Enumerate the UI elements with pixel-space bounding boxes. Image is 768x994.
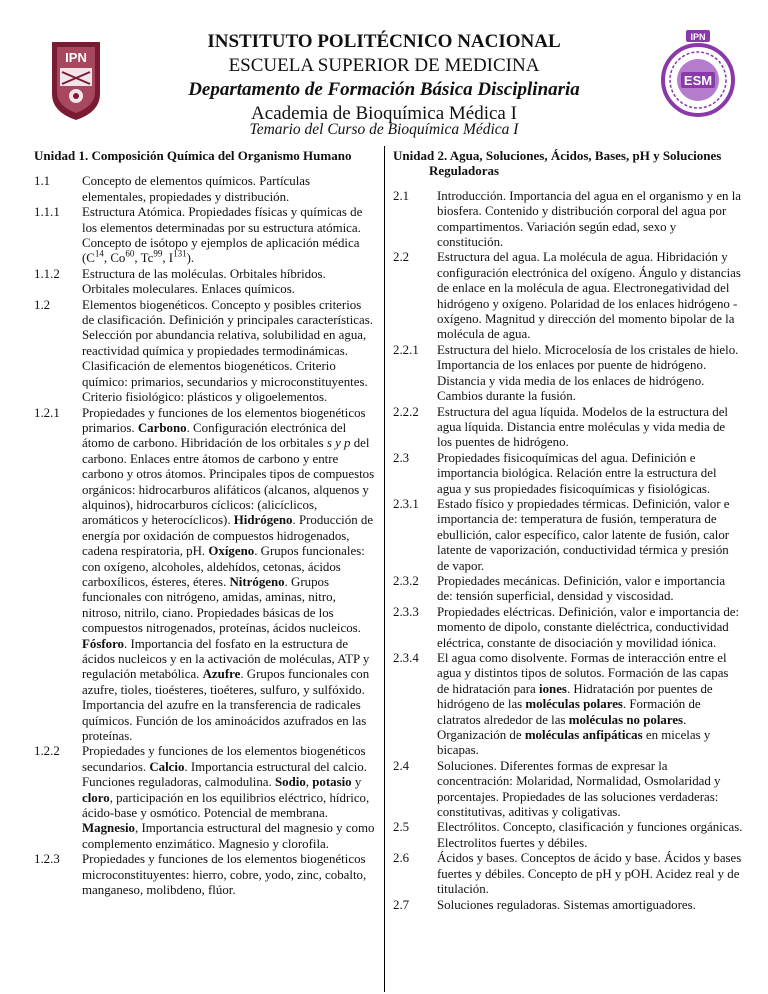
item-text: Estructura del agua líquida. Modelos de la estructura del agua líquida. Distancia entre moléculas y vida media de los puentes de hidrógeno. — [437, 404, 729, 450]
list-item — [393, 451, 743, 497]
department-name: Departamento de Formación Básica Disciplinaria — [188, 79, 580, 100]
item-number: 1.2.3 — [34, 852, 60, 867]
item-text: Electrólitos. Concepto, clasificación y funciones orgánicas. Electrolitos fuertes y débiles. — [437, 820, 743, 850]
item-text: Estructura de las moléculas. Orbitales híbridos. Orbitales moleculares. Enlaces químicos. — [82, 266, 326, 297]
list-item — [34, 174, 376, 205]
item-text: Propiedades fisicoquímicas del agua. Definición e importancia biológica. Relación entre la estructura del agua y sus propiedades fisicoquímicas y fisiológicas. — [437, 450, 717, 496]
list-item — [393, 820, 743, 851]
item-text: Estructura del hielo. Microcelosía de los cristales de hielo. Importancia de los enlaces por puente de hidrógeno. Distancia y vida media de los enlaces de hidrógeno. Cambios durante la fusión. — [437, 342, 739, 404]
list-item — [34, 744, 376, 852]
institution-name: INSTITUTO POLITÉCNICO NACIONAL — [207, 31, 561, 52]
list-item — [34, 298, 376, 406]
item-text: Concepto de elementos químicos. Partículas elementales, propiedades y distribución. — [82, 174, 311, 204]
item-number: 1.1.2 — [34, 266, 60, 281]
svg-text:ESM: ESM — [683, 73, 713, 88]
list-item — [393, 405, 743, 451]
item-text: Soluciones. Diferentes formas de expresar la concentración: Molaridad, Normalidad, Osmolaridad y porcentajes. Propiedades de las soluciones verdaderas: constitutivas, aditivas y coligativas. — [437, 758, 721, 820]
unit1-column — [34, 148, 376, 899]
list-item — [393, 343, 743, 405]
list-item — [34, 267, 376, 298]
list-item — [393, 651, 743, 759]
list-item — [393, 574, 743, 605]
svg-text:IPN: IPN — [65, 50, 87, 65]
item-number: 1.1 — [34, 174, 51, 189]
item-text: Soluciones reguladoras. Sistemas amortiguadores. — [437, 897, 696, 912]
academy-name: Academia de Bioquímica Médica I — [251, 103, 517, 124]
school-name: ESCUELA SUPERIOR DE MEDICINA — [228, 55, 540, 76]
item-number: 2.2.1 — [393, 342, 419, 357]
item-text: Propiedades y funciones de los elementos biogenéticos primarios. Carbono. Configuración electrónica del átomo de carbono. Hibridación de los orbitales s y p del carbono. Enlaces entre átomos de carbono y entre carbono y otros átomos. Principales tipos de compuestos orgánicos: hidrocarburos alifáticos (alcanos, alquenos y alquinos), hidrocarburos cíclicos: (alicíclicos, aromáticos y heterocíclicos). Hidrógeno. Producción de energía por oxidación de compuestos hidrogenados, cadena respiratoria, pH. Oxígeno. Grupos funcionales: con oxígeno, alcoholes, aldehídos, cetonas, ácidos carboxílicos, ésteres, éteres. Nitrógeno. Grupos funcionales con nitrógeno, amidas, aminas, nitro, nitroso, nitrilo, ciano. Propiedades básicas de los compuestos nitrogenados, proteínas, ácidos nucleicos. Fósforo. Importancia del fosfato en la estructura de ácidos nucleicos y en la activación de moléculas, ATP y regulación metabólica. Azufre. Grupos funcionales con azufre, tioles, tioésteres, tioéteres, sulfuro, y sulfóxido. Importancia del azufre en la transferencia de radicales químicos. Función de los aminoácidos azufrados en las proteínas. — [82, 405, 375, 744]
item-text: Propiedades mecánicas. Definición, valor e importancia de: tensión superficial, densidad y viscosidad. — [437, 573, 726, 604]
item-number: 2.3.2 — [393, 573, 419, 588]
item-number: 2.6 — [393, 851, 410, 866]
item-number: 1.2 — [34, 297, 51, 312]
document-header — [0, 30, 768, 126]
item-text: Elementos biogenéticos. Concepto y posibles criterios de clasificación. Definición y principales características. Selección por abundancia relativa, solubilidad en agua, reactividad química y propiedades termodinámicas. Clasificación de elementos biogenéticos. Criterio químico: primarios, secundarios y microconstituyentes. Criterio fisiológico: plásticos y oligoelementos. — [82, 297, 373, 405]
item-number: 2.5 — [393, 820, 410, 835]
unit2-title: Unidad 2. Agua, Soluciones, Ácidos, Bases, pH y Soluciones Reguladoras — [393, 148, 722, 179]
list-item — [393, 189, 743, 251]
list-item — [393, 851, 743, 897]
list-item — [34, 205, 376, 267]
item-number: 1.2.1 — [34, 405, 60, 420]
column-divider — [384, 146, 385, 992]
item-text: Estado físico y propiedades térmicas. Definición, valor e importancia de: temperatura de fusión, temperatura de ebullición, calor específico, calor latente de fusión, calor latente de vaporización, conductividad térmica y presión de vapor. — [437, 496, 730, 573]
item-number: 2.1 — [393, 188, 410, 203]
item-number: 2.2.2 — [393, 404, 419, 419]
item-text: Propiedades y funciones de los elementos biogenéticos secundarios. Calcio. Importancia estructural del calcio. Funciones reguladoras, calmodulina. Sodio, potasio y cloro, participación en los equilibrios eléctrico, hídrico, ácido-base y osmótico. Potencial de membrana. Magnesio, Importancia estructural del magnesio y como complemento enzimático. Magnesio y clorofila. — [82, 744, 375, 851]
item-text: Propiedades y funciones de los elementos biogenéticos microconstituyentes: hierro, cobre, yodo, zinc, cobalto, manganeso, molibdeno, flúor. — [82, 852, 367, 898]
svg-text:IPN: IPN — [690, 32, 706, 42]
list-item — [34, 406, 376, 745]
list-item — [34, 852, 376, 898]
unit2-column — [393, 148, 743, 913]
list-item — [393, 898, 743, 913]
item-text: Introducción. Importancia del agua en el organismo y en la biosfera. Contenido y distribución corporal del agua por compartimentos. Variación según edad, sexo y constitución. — [437, 188, 742, 250]
item-number: 2.3 — [393, 450, 410, 465]
item-number: 2.2 — [393, 250, 410, 265]
item-text: Estructura Atómica. Propiedades físicas y químicas de los elementos determinadas por su estructura atómica. Concepto de isótopo y ejemplos de aplicación médica ($C^{14}$, Co$^{60}$, Tc$^{99}$, $I^{131}$). — [82, 205, 363, 266]
unit1-title: Unidad 1. Composición Química del Organismo Humano — [34, 148, 352, 163]
item-number: 2.4 — [393, 758, 410, 773]
item-text: Ácidos y bases. Conceptos de ácido y base. Ácidos y bases fuertes y débiles. Concepto de pH y pOH. Acidez real y de titulación. — [437, 851, 742, 897]
list-item — [393, 759, 743, 821]
item-number: 2.7 — [393, 897, 410, 912]
item-text: Propiedades eléctricas. Definición, valor e importancia de: momento de dipolo, constante dieléctrica, conductividad eléctrica, constante de disociación y movilidad iónica. — [437, 604, 740, 650]
item-number: 2.3.1 — [393, 496, 419, 511]
item-text: El agua como disolvente. Formas de interacción entre el agua y distintos tipos de solutos. Formación de las capas de hidratación para iones. Hidratación por puentes de hidrógeno de las moléculas polares. Formación de clatratos alrededor de las moléculas no polares. Organización de moléculas anfipáticas en micelas y bicapas. — [437, 651, 729, 758]
item-number: 1.2.2 — [34, 744, 60, 759]
list-item — [393, 605, 743, 651]
list-item — [393, 497, 743, 574]
item-number: 1.1.1 — [34, 205, 60, 220]
list-item — [393, 250, 743, 342]
item-number: 2.3.4 — [393, 651, 419, 665]
document-subtitle: Temario del Curso de Bioquímica Médica I — [249, 121, 519, 138]
item-number: 2.3.3 — [393, 604, 419, 619]
item-text: Estructura del agua. La molécula de agua. Hibridación y configuración electrónica del oxígeno. Ángulo y distancias de enlace en la molécula de agua. Electronegatividad del hidrógeno y oxígeno. Polaridad de los enlaces hidrógeno - oxígeno. Magnitud y dirección del momento bipolar de la molécula de agua. — [437, 250, 741, 342]
